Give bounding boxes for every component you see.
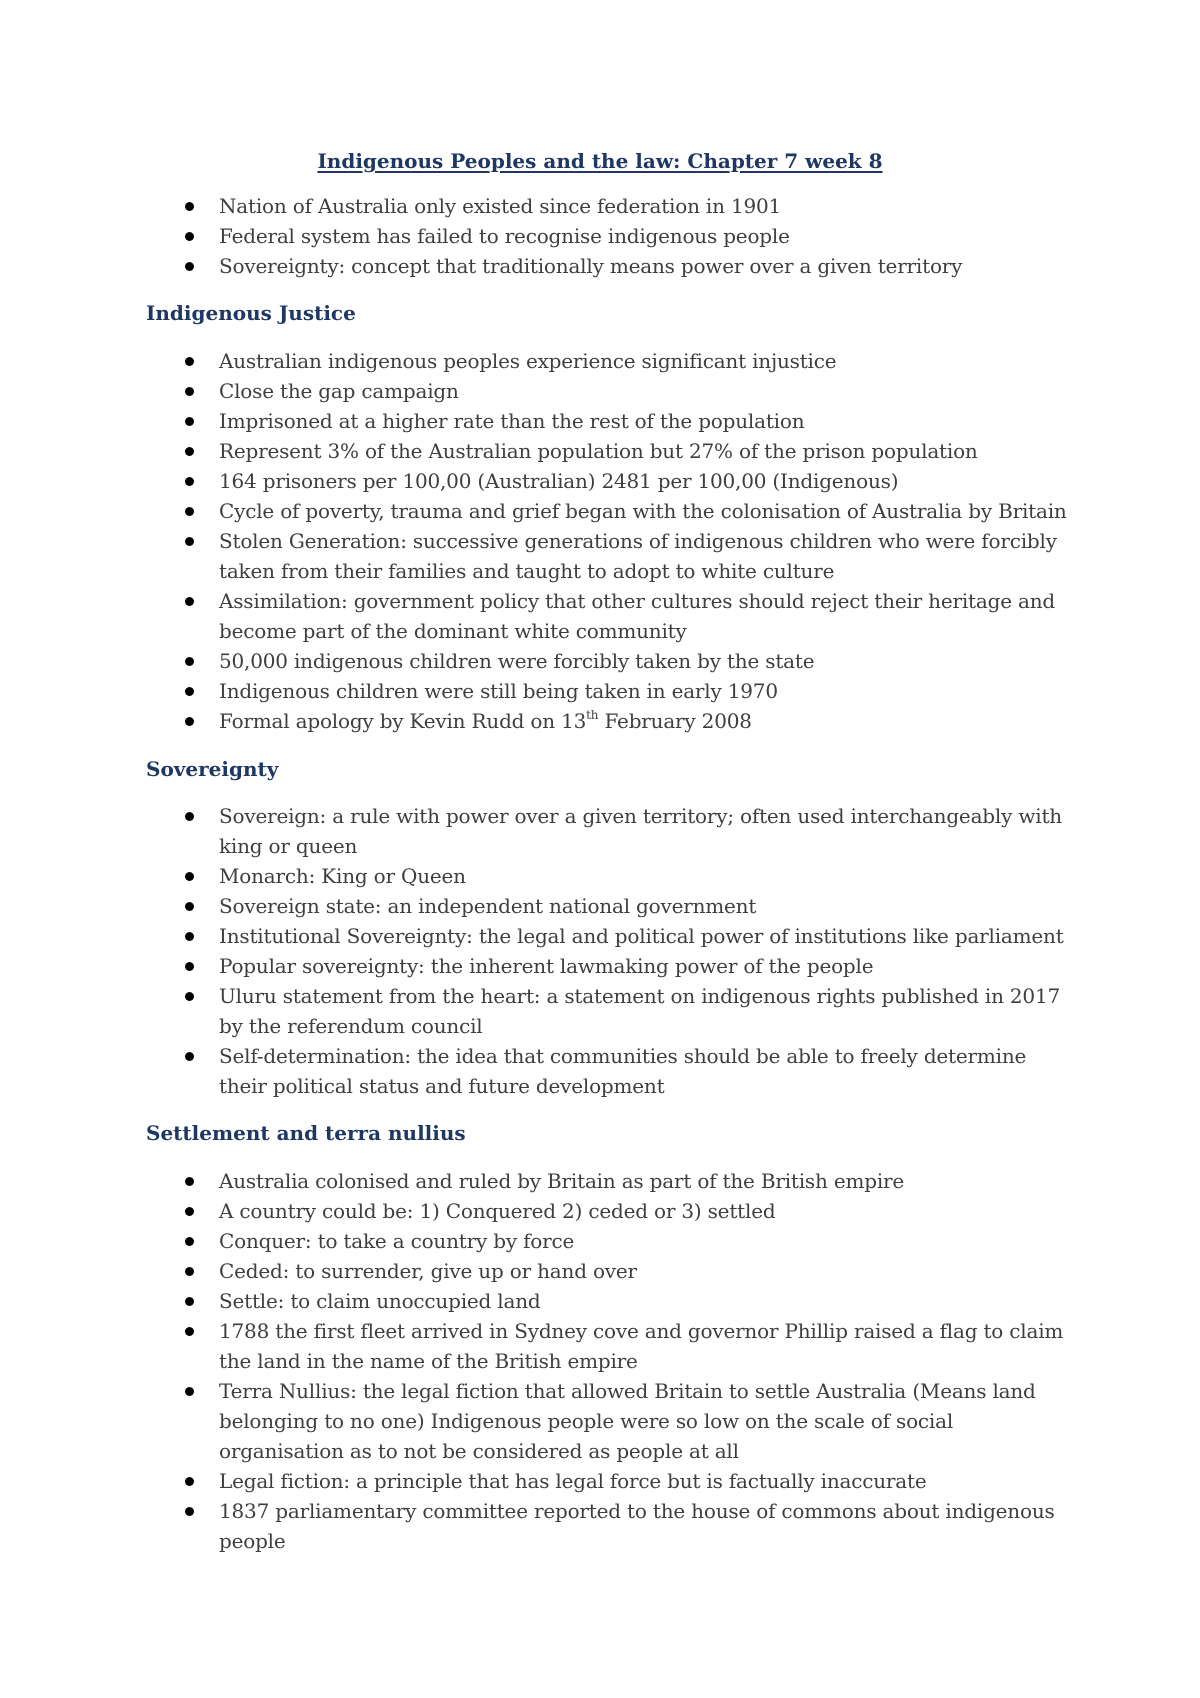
bullet-icon bbox=[185, 962, 194, 971]
document-title: Indigenous Peoples and the law: Chapter 7 week 8 bbox=[317, 149, 883, 173]
bullet-icon bbox=[185, 597, 194, 606]
bullet-icon bbox=[185, 1177, 194, 1186]
bullet-icon bbox=[185, 687, 194, 696]
list-item: Imprisoned at a higher rate than the rest of the population bbox=[0, 406, 1200, 436]
list-item: Institutional Sovereignty: the legal and political power of institutions like parliament bbox=[0, 921, 1200, 951]
bullet-icon bbox=[185, 872, 194, 881]
list-item: Popular sovereignty: the inherent lawmaking power of the people bbox=[0, 951, 1200, 981]
bullet-icon bbox=[185, 417, 194, 426]
bullet-icon bbox=[185, 902, 194, 911]
bullet-icon bbox=[185, 1207, 194, 1216]
bullet-icon bbox=[185, 1327, 194, 1336]
bullet-icon bbox=[185, 1507, 194, 1516]
section-heading-settlement: Settlement and terra nullius bbox=[146, 1121, 466, 1145]
list-item: Settle: to claim unoccupied land bbox=[0, 1286, 1200, 1316]
list-item: Conquer: to take a country by force bbox=[0, 1226, 1200, 1256]
bullet-icon bbox=[185, 477, 194, 486]
list-item: Nation of Australia only existed since federation in 1901 bbox=[0, 191, 1200, 221]
list-item: Ceded: to surrender, give up or hand over bbox=[0, 1256, 1200, 1286]
list-item: 1837 parliamentary committee reported to the house of commons about indigenous people bbox=[0, 1496, 1200, 1556]
list-item: Terra Nullius: the legal fiction that allowed Britain to settle Australia (Means land belonging to no one) Indigenous people were so low on the scale of social organisation as to not be considered as people at all bbox=[0, 1376, 1200, 1466]
list-item: Assimilation: government policy that other cultures should reject their heritage and become part of the dominant white community bbox=[0, 586, 1200, 646]
list-item: 50,000 indigenous children were forcibly taken by the state bbox=[0, 646, 1200, 676]
bullet-icon bbox=[185, 357, 194, 366]
bullet-icon bbox=[185, 657, 194, 666]
bullet-icon bbox=[185, 537, 194, 546]
bullet-icon bbox=[185, 1052, 194, 1061]
list-item: Represent 3% of the Australian population but 27% of the prison population bbox=[0, 436, 1200, 466]
bullet-icon bbox=[185, 992, 194, 1001]
list-item: Australian indigenous peoples experience significant injustice bbox=[0, 346, 1200, 376]
bullet-icon bbox=[185, 1297, 194, 1306]
list-item: Monarch: King or Queen bbox=[0, 861, 1200, 891]
list-item: Cycle of poverty, trauma and grief began with the colonisation of Australia by Britain bbox=[0, 496, 1200, 526]
bullet-icon bbox=[185, 1237, 194, 1246]
list-item: Australia colonised and ruled by Britain as part of the British empire bbox=[0, 1166, 1200, 1196]
bullet-icon bbox=[185, 932, 194, 941]
list-item: Indigenous children were still being taken in early 1970 bbox=[0, 676, 1200, 706]
list-item: Sovereign state: an independent national government bbox=[0, 891, 1200, 921]
bullet-icon bbox=[185, 717, 194, 726]
list-item: Close the gap campaign bbox=[0, 376, 1200, 406]
list-item: A country could be: 1) Conquered 2) ceded or 3) settled bbox=[0, 1196, 1200, 1226]
bullet-icon bbox=[185, 232, 194, 241]
bullet-icon bbox=[185, 387, 194, 396]
list-item: Legal fiction: a principle that has legal force but is factually inaccurate bbox=[0, 1466, 1200, 1496]
bullet-icon bbox=[185, 1267, 194, 1276]
bullet-icon bbox=[185, 812, 194, 821]
indigenous-justice-list bbox=[0, 346, 1200, 736]
list-item: 164 prisoners per 100,00 (Australian) 2481 per 100,00 (Indigenous) bbox=[0, 466, 1200, 496]
bullet-icon bbox=[185, 507, 194, 516]
bullet-icon bbox=[185, 447, 194, 456]
list-item: Self-determination: the idea that communities should be able to freely determine their political status and future development bbox=[0, 1041, 1200, 1101]
list-item: Stolen Generation: successive generations of indigenous children who were forcibly taken from their families and taught to adopt to white culture bbox=[0, 526, 1200, 586]
sovereignty-list bbox=[0, 801, 1200, 1101]
section-heading-sovereignty: Sovereignty bbox=[146, 757, 279, 781]
list-item: Federal system has failed to recognise indigenous people bbox=[0, 221, 1200, 251]
list-item: Uluru statement from the heart: a statement on indigenous rights published in 2017 by the referendum council bbox=[0, 981, 1200, 1041]
intro-list bbox=[0, 191, 1200, 281]
bullet-icon bbox=[185, 1477, 194, 1486]
section-heading-indigenous-justice: Indigenous Justice bbox=[146, 301, 356, 325]
bullet-icon bbox=[185, 202, 194, 211]
list-item: Formal apology by Kevin Rudd on 13th February 2008 bbox=[0, 706, 1200, 736]
list-item: Sovereign: a rule with power over a given territory; often used interchangeably with king or queen bbox=[0, 801, 1200, 861]
settlement-list bbox=[0, 1166, 1200, 1556]
bullet-icon bbox=[185, 262, 194, 271]
list-item: Sovereignty: concept that traditionally means power over a given territory bbox=[0, 251, 1200, 281]
bullet-icon bbox=[185, 1387, 194, 1396]
list-item: 1788 the first fleet arrived in Sydney cove and governor Phillip raised a flag to claim the land in the name of the British empire bbox=[0, 1316, 1200, 1376]
